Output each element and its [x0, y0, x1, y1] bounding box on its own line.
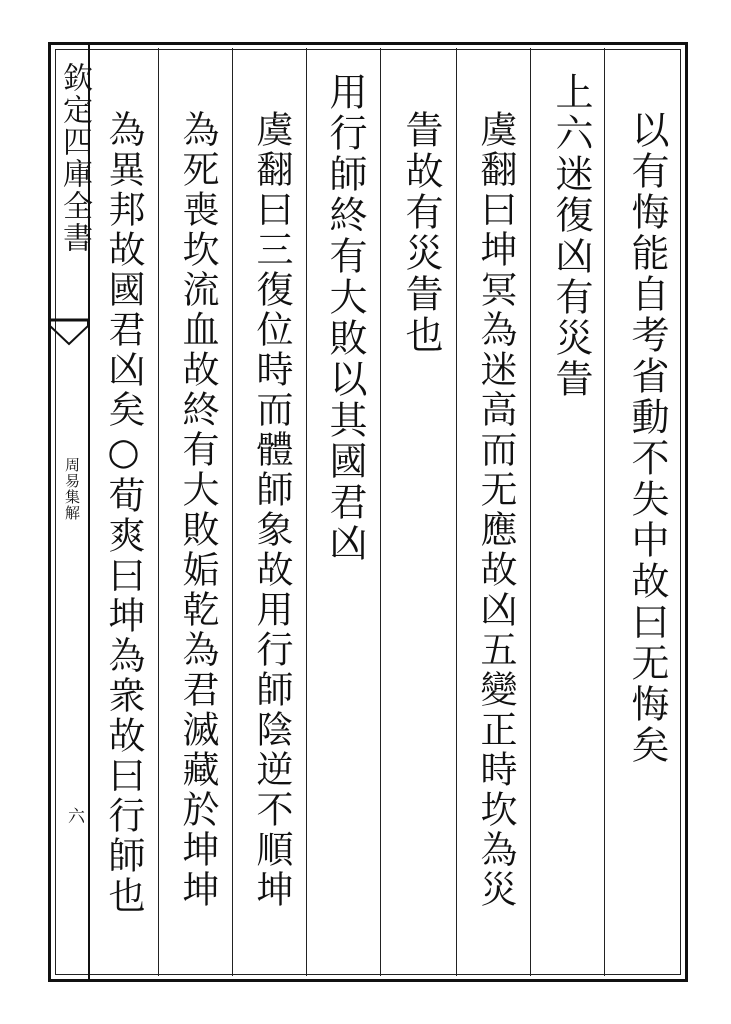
volume-title: 周易集解 [63, 457, 81, 521]
fish-tail-mark [48, 318, 90, 348]
column-divider [604, 48, 605, 976]
column-divider [456, 48, 457, 976]
column-divider [158, 48, 159, 976]
column-divider [306, 48, 307, 976]
column-divider [380, 48, 381, 976]
text-column-5: 用行師終有大敗以其國君凶 [323, 72, 367, 564]
text-column-8: 為異邦故國君凶矣○荀爽曰坤為衆故曰行師也 [102, 110, 145, 916]
text-column-2: 上六迷復凶有災眚 [549, 72, 593, 400]
text-column-3: 虞翻曰坤冥為迷高而无應故凶五變正時坎為災 [474, 110, 517, 910]
page-number: 六 [64, 807, 84, 824]
column-divider [530, 48, 531, 976]
book-title: 欽定四庫全書 [57, 62, 92, 254]
text-column-7: 為死喪坎流血故終有大敗姤乾為君滅藏於坤坤 [176, 110, 219, 910]
column-divider [232, 48, 233, 976]
text-column-1: 以有悔能自考省動不失中故曰无悔矣 [625, 110, 669, 766]
margin-strip [48, 42, 90, 982]
text-column-4: 眚故有災眚也 [399, 110, 443, 356]
text-column-6: 虞翻曰三復位時而體師象故用行師陰逆不順坤 [250, 110, 293, 910]
